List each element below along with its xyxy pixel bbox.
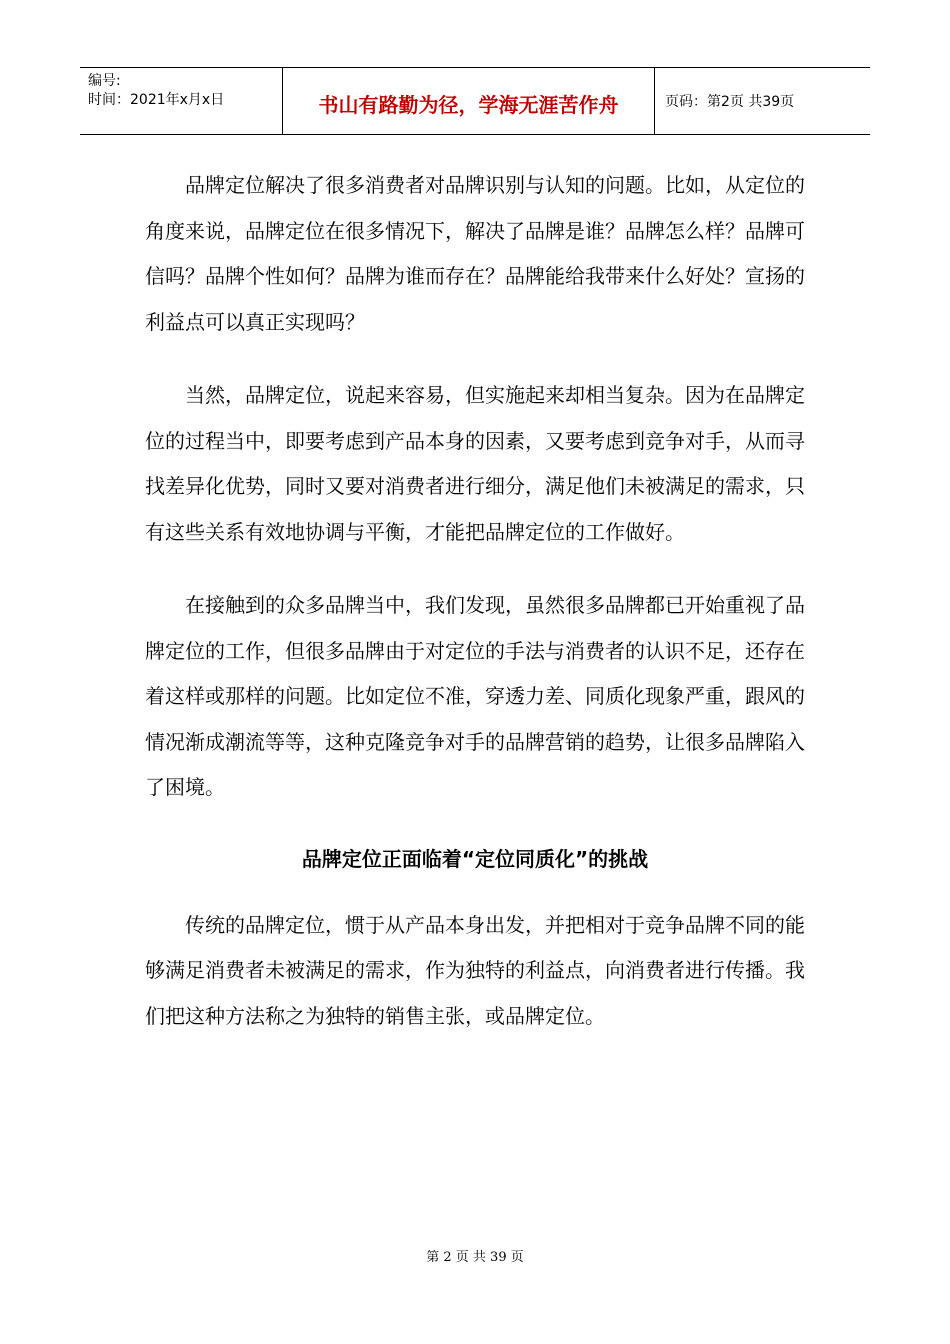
paragraph-4: 传统的品牌定位，惯于从产品本身出发，并把相对于竞争品牌不同的能够满足消费者未被满足的需求，作为独特的利益点，向消费者进行传播。我们把这种方法称之为独特的销售主张，或品牌定位。 [145, 912, 805, 1028]
paragraph-3: 在接触到的众多品牌当中，我们发现，虽然很多品牌都已开始重视了品牌定位的工作，但很多品牌由于对定位的手法与消费者的认识不足，还存在着这样或那样的问题。比如定位不准，穿透力差、同质化现象严重，跟风的情况渐成潮流等等，这种克隆竞争对手的品牌营销的趋势，让很多品牌陷入了困境。 [145, 593, 805, 799]
header-motto: 书山有路勤为径，学海无涯苦作舟 [283, 68, 655, 134]
page-footer: 第 2 页 共 39 页 [426, 1250, 524, 1265]
header-meta-cell [80, 68, 283, 134]
paragraph-1: 品牌定位解决了很多消费者对品牌识别与认知的问题。比如，从定位的角度来说，品牌定位在很多情况下，解决了品牌是谁？品牌怎么样？品牌可信吗？品牌个性如何？品牌为谁而存在？品牌能给我带来什么好处？宣扬的利益点可以真正实现吗？ [145, 173, 805, 334]
page-header [80, 67, 870, 135]
document-date: 时间：2021年x月x日 [88, 92, 225, 108]
document-body [145, 163, 805, 1067]
header-page-info: 页码：第2页 共39页 [665, 94, 795, 110]
document-number-label: 编号: [88, 73, 121, 89]
section-heading: 品牌定位正面临着“定位同质化”的挑战 [301, 846, 649, 871]
paragraph-2: 当然，品牌定位，说起来容易，但实施起来却相当复杂。因为在品牌定位的过程当中，即要考虑到产品本身的因素，又要考虑到竞争对手，从而寻找差异化优势，同时又要对消费者进行细分，满足他们未被满足的需求，只有这些关系有效地协调与平衡，才能把品牌定位的工作做好。 [145, 383, 805, 544]
